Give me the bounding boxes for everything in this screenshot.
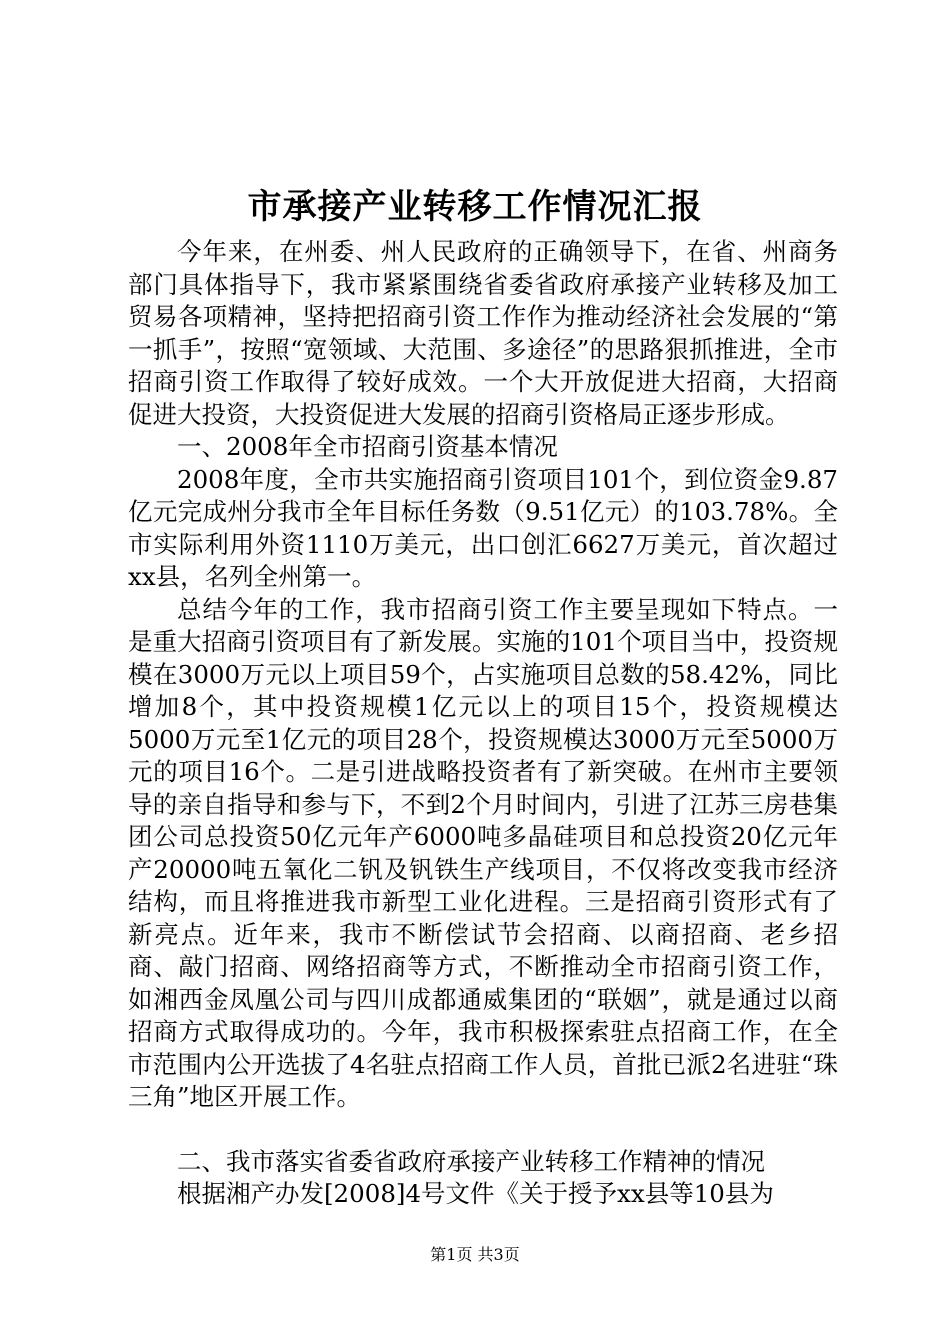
section-heading-1: 一、2008年全市招商引资基本情况 bbox=[177, 432, 558, 461]
section-heading-2: 二、我市落实省委省政府承接产业转移工作精神的情况 bbox=[177, 1146, 765, 1176]
paragraph-spacer bbox=[128, 1114, 838, 1146]
page-number-footer: 第1页 共3页 bbox=[430, 1245, 520, 1264]
document-title: 市承接产业转移工作情况汇报 bbox=[247, 187, 703, 227]
document-body bbox=[128, 236, 838, 1211]
paragraph-2008-summary: 2008年度，全市共实施招商引资项目101个，到位资金9.87亿元完成州分我市全年目标任务数（9.51亿元）的103.78%。全市实际利用外资1110万美元，出口创汇6627万美元，首次超过xx县，名列全州第一。 bbox=[128, 464, 838, 591]
paragraph-intro: 今年来，在州委、州人民政府的正确领导下，在省、州商务部门具体指导下，我市紧紧围绕省委省政府承接产业转移及加工贸易各项精神，坚持把招商引资工作作为推动经济社会发展的“第一抓手”，按照“宽领域、大范围、多途径”的思路狠抓推进，全市招商引资工作取得了较好成效。一个大开放促进大招商，大招商促进大投资，大投资促进大发展的招商引资格局正逐步形成。 bbox=[128, 237, 838, 429]
paragraph-features: 总结今年的工作，我市招商引资工作主要呈现如下特点。一是重大招商引资项目有了新发展。实施的101个项目当中，投资规模在3000万元以上项目59个，占实施项目总数的58.42%，同比增加8个，其中投资规模1亿元以上的项目15个，投资规模达5000万元至1亿元的项目28个，投资规模达3000万元至5000万元的项目16个。二是引进战略投资者有了新突破。在州市主要领导的亲自指导和参与下，不到2个月时间内，引进了江苏三房巷集团公司总投资50亿元年产6000吨多晶硅项目和总投资20亿元年产20000吨五氧化二钒及钒铁生产线项目，不仅将改变我市经济结构，而且将推进我市新型工业化进程。三是招商引资形式有了新亮点。近年来，我市不断偿试节会招商、以商招商、老乡招商、敲门招商、网络招商等方式，不断推动全市招商引资工作，如湘西金凤凰公司与四川成都通威集团的“联姻”，就是通过以商招商方式取得成功的。今年，我市积极探索驻点招商工作，在全市范围内公开选拔了4名驻点招商工作人员，首批已派2名进驻“珠三角”地区开展工作。 bbox=[128, 594, 838, 1111]
paragraph-document-ref: 根据湘产办发[2008]4号文件《关于授予xx县等10县为 bbox=[177, 1179, 774, 1208]
